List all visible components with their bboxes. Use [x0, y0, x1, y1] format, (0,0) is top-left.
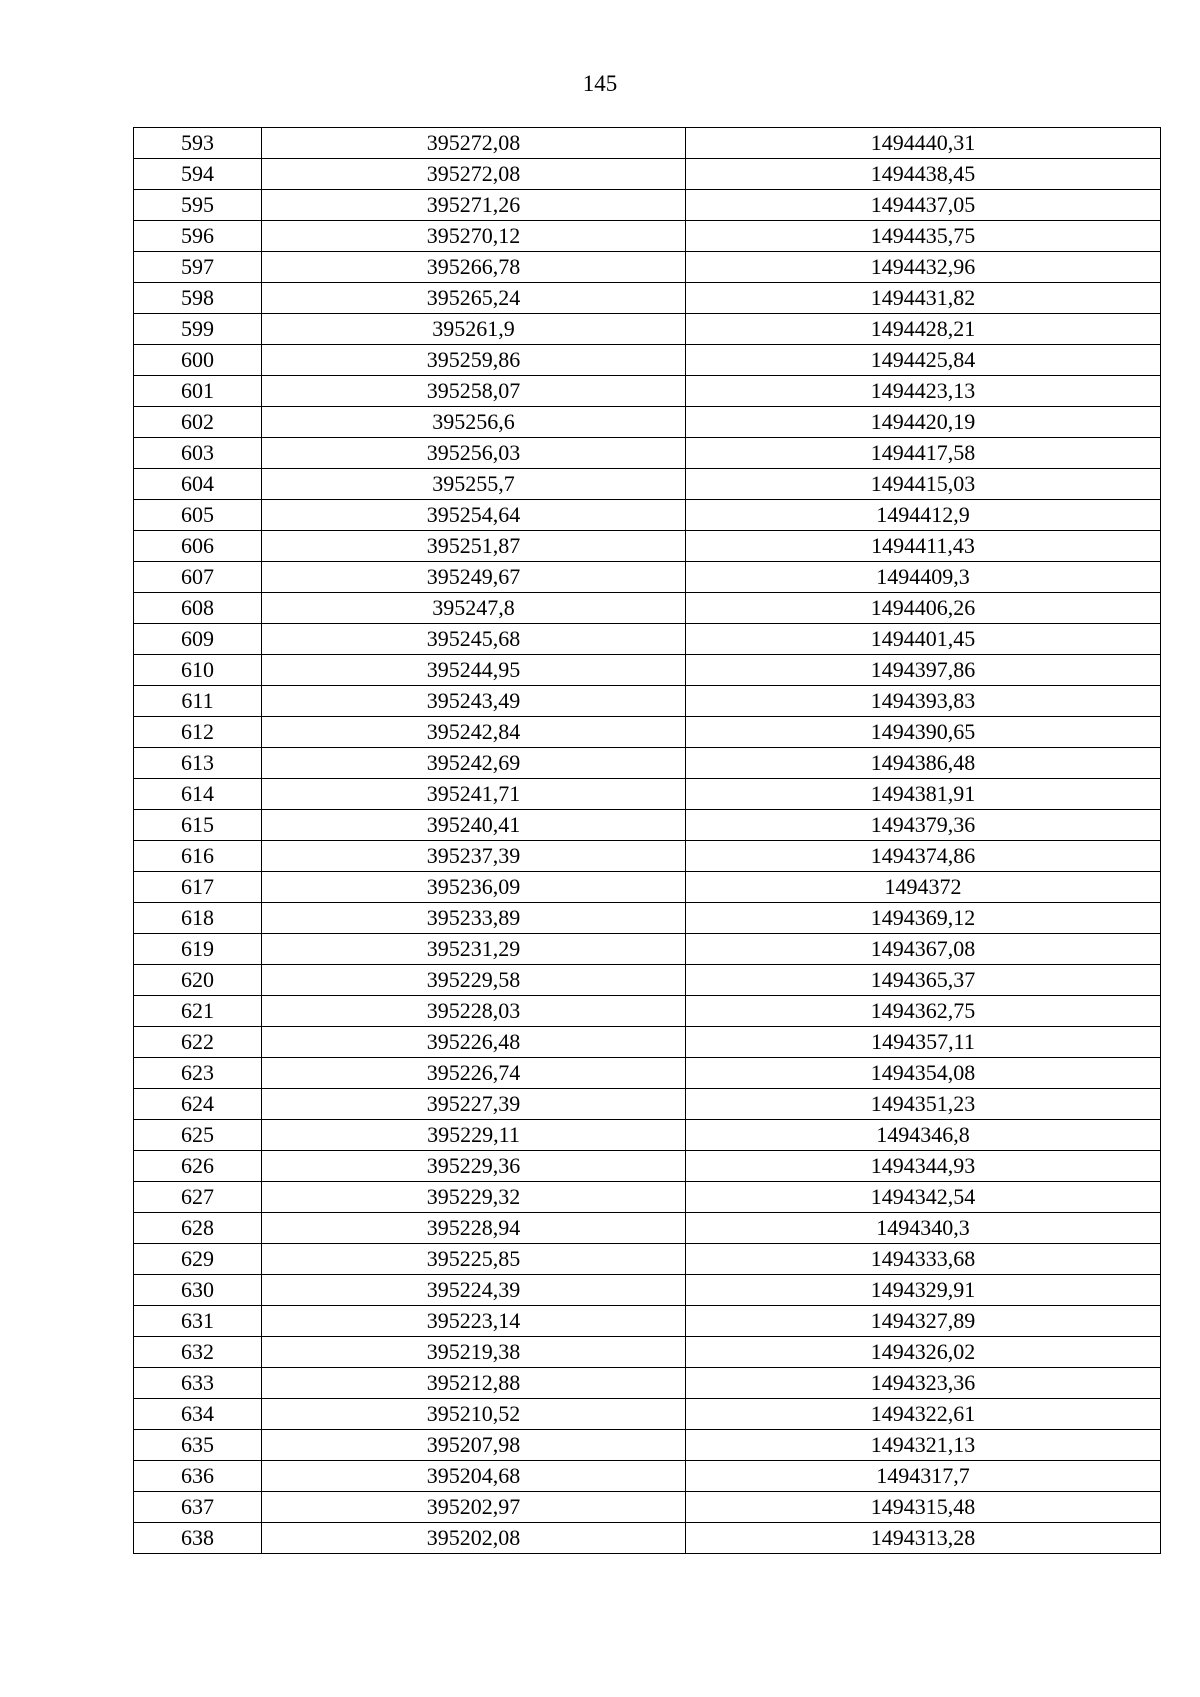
point-number-cell: 620	[134, 965, 262, 996]
table-row	[134, 1213, 1161, 1244]
x-coordinate-cell: 395229,32	[262, 1182, 686, 1213]
x-coordinate-cell: 395233,89	[262, 903, 686, 934]
point-number-cell: 633	[134, 1368, 262, 1399]
point-number-cell: 621	[134, 996, 262, 1027]
x-coordinate-cell: 395272,08	[262, 159, 686, 190]
point-number-cell: 626	[134, 1151, 262, 1182]
x-coordinate-cell: 395202,97	[262, 1492, 686, 1523]
x-coordinate-cell: 395225,85	[262, 1244, 686, 1275]
table-row	[134, 903, 1161, 934]
table-row	[134, 1058, 1161, 1089]
x-coordinate-cell: 395259,86	[262, 345, 686, 376]
point-number-cell: 599	[134, 314, 262, 345]
table-row	[134, 624, 1161, 655]
point-number-cell: 619	[134, 934, 262, 965]
point-number-cell: 634	[134, 1399, 262, 1430]
point-number-cell: 593	[134, 128, 262, 159]
point-number-cell: 627	[134, 1182, 262, 1213]
x-coordinate-cell: 395265,24	[262, 283, 686, 314]
table-row	[134, 159, 1161, 190]
y-coordinate-cell: 1494322,61	[686, 1399, 1161, 1430]
point-number-cell: 610	[134, 655, 262, 686]
x-coordinate-cell: 395229,58	[262, 965, 686, 996]
x-coordinate-cell: 395224,39	[262, 1275, 686, 1306]
point-number-cell: 631	[134, 1306, 262, 1337]
point-number-cell: 597	[134, 252, 262, 283]
table-row	[134, 376, 1161, 407]
point-number-cell: 630	[134, 1275, 262, 1306]
x-coordinate-cell: 395256,6	[262, 407, 686, 438]
y-coordinate-cell: 1494381,91	[686, 779, 1161, 810]
x-coordinate-cell: 395226,74	[262, 1058, 686, 1089]
x-coordinate-cell: 395223,14	[262, 1306, 686, 1337]
table-row	[134, 1306, 1161, 1337]
table-row	[134, 1089, 1161, 1120]
table-row	[134, 934, 1161, 965]
table-row	[134, 748, 1161, 779]
y-coordinate-cell: 1494357,11	[686, 1027, 1161, 1058]
y-coordinate-cell: 1494362,75	[686, 996, 1161, 1027]
x-coordinate-cell: 395258,07	[262, 376, 686, 407]
y-coordinate-cell: 1494333,68	[686, 1244, 1161, 1275]
y-coordinate-cell: 1494393,83	[686, 686, 1161, 717]
table-row	[134, 1337, 1161, 1368]
table-row	[134, 190, 1161, 221]
x-coordinate-cell: 395227,39	[262, 1089, 686, 1120]
x-coordinate-cell: 395210,52	[262, 1399, 686, 1430]
point-number-cell: 604	[134, 469, 262, 500]
y-coordinate-cell: 1494344,93	[686, 1151, 1161, 1182]
y-coordinate-cell: 1494428,21	[686, 314, 1161, 345]
point-number-cell: 638	[134, 1523, 262, 1554]
table-row	[134, 779, 1161, 810]
point-number-cell: 612	[134, 717, 262, 748]
table-row	[134, 1492, 1161, 1523]
x-coordinate-cell: 395244,95	[262, 655, 686, 686]
point-number-cell: 615	[134, 810, 262, 841]
point-number-cell: 629	[134, 1244, 262, 1275]
point-number-cell: 607	[134, 562, 262, 593]
point-number-cell: 613	[134, 748, 262, 779]
x-coordinate-cell: 395207,98	[262, 1430, 686, 1461]
y-coordinate-cell: 1494369,12	[686, 903, 1161, 934]
y-coordinate-cell: 1494390,65	[686, 717, 1161, 748]
x-coordinate-cell: 395229,11	[262, 1120, 686, 1151]
y-coordinate-cell: 1494411,43	[686, 531, 1161, 562]
x-coordinate-cell: 395204,68	[262, 1461, 686, 1492]
point-number-cell: 614	[134, 779, 262, 810]
y-coordinate-cell: 1494386,48	[686, 748, 1161, 779]
point-number-cell: 611	[134, 686, 262, 717]
point-number-cell: 623	[134, 1058, 262, 1089]
point-number-cell: 598	[134, 283, 262, 314]
y-coordinate-cell: 1494351,23	[686, 1089, 1161, 1120]
table-row	[134, 810, 1161, 841]
x-coordinate-cell: 395237,39	[262, 841, 686, 872]
x-coordinate-cell: 395242,84	[262, 717, 686, 748]
y-coordinate-cell: 1494326,02	[686, 1337, 1161, 1368]
y-coordinate-cell: 1494317,7	[686, 1461, 1161, 1492]
x-coordinate-cell: 395271,26	[262, 190, 686, 221]
table-row	[134, 500, 1161, 531]
y-coordinate-cell: 1494346,8	[686, 1120, 1161, 1151]
table-row	[134, 593, 1161, 624]
x-coordinate-cell: 395231,29	[262, 934, 686, 965]
coordinates-table	[133, 127, 1161, 1554]
point-number-cell: 625	[134, 1120, 262, 1151]
x-coordinate-cell: 395212,88	[262, 1368, 686, 1399]
y-coordinate-cell: 1494401,45	[686, 624, 1161, 655]
table-row	[134, 1461, 1161, 1492]
point-number-cell: 605	[134, 500, 262, 531]
table-row	[134, 1151, 1161, 1182]
table-row	[134, 1182, 1161, 1213]
x-coordinate-cell: 395254,64	[262, 500, 686, 531]
coordinates-table-body	[134, 128, 1161, 1554]
point-number-cell: 595	[134, 190, 262, 221]
y-coordinate-cell: 1494329,91	[686, 1275, 1161, 1306]
x-coordinate-cell: 395219,38	[262, 1337, 686, 1368]
y-coordinate-cell: 1494423,13	[686, 376, 1161, 407]
x-coordinate-cell: 395255,7	[262, 469, 686, 500]
table-row	[134, 562, 1161, 593]
point-number-cell: 628	[134, 1213, 262, 1244]
y-coordinate-cell: 1494437,05	[686, 190, 1161, 221]
y-coordinate-cell: 1494425,84	[686, 345, 1161, 376]
point-number-cell: 624	[134, 1089, 262, 1120]
table-row	[134, 996, 1161, 1027]
point-number-cell: 637	[134, 1492, 262, 1523]
y-coordinate-cell: 1494415,03	[686, 469, 1161, 500]
y-coordinate-cell: 1494420,19	[686, 407, 1161, 438]
table-row	[134, 1523, 1161, 1554]
y-coordinate-cell: 1494435,75	[686, 221, 1161, 252]
table-row	[134, 1244, 1161, 1275]
x-coordinate-cell: 395226,48	[262, 1027, 686, 1058]
point-number-cell: 608	[134, 593, 262, 624]
y-coordinate-cell: 1494409,3	[686, 562, 1161, 593]
table-row	[134, 438, 1161, 469]
point-number-cell: 600	[134, 345, 262, 376]
y-coordinate-cell: 1494406,26	[686, 593, 1161, 624]
table-row	[134, 1027, 1161, 1058]
table-row	[134, 1430, 1161, 1461]
y-coordinate-cell: 1494438,45	[686, 159, 1161, 190]
table-row	[134, 872, 1161, 903]
table-row	[134, 655, 1161, 686]
y-coordinate-cell: 1494379,36	[686, 810, 1161, 841]
table-row	[134, 1120, 1161, 1151]
x-coordinate-cell: 395228,03	[262, 996, 686, 1027]
point-number-cell: 594	[134, 159, 262, 190]
y-coordinate-cell: 1494412,9	[686, 500, 1161, 531]
y-coordinate-cell: 1494327,89	[686, 1306, 1161, 1337]
x-coordinate-cell: 395256,03	[262, 438, 686, 469]
y-coordinate-cell: 1494440,31	[686, 128, 1161, 159]
x-coordinate-cell: 395236,09	[262, 872, 686, 903]
x-coordinate-cell: 395229,36	[262, 1151, 686, 1182]
x-coordinate-cell: 395241,71	[262, 779, 686, 810]
point-number-cell: 603	[134, 438, 262, 469]
table-row	[134, 252, 1161, 283]
table-row	[134, 1275, 1161, 1306]
table-row	[134, 407, 1161, 438]
y-coordinate-cell: 1494313,28	[686, 1523, 1161, 1554]
point-number-cell: 609	[134, 624, 262, 655]
point-number-cell: 636	[134, 1461, 262, 1492]
y-coordinate-cell: 1494323,36	[686, 1368, 1161, 1399]
x-coordinate-cell: 395270,12	[262, 221, 686, 252]
x-coordinate-cell: 395202,08	[262, 1523, 686, 1554]
table-row	[134, 841, 1161, 872]
point-number-cell: 606	[134, 531, 262, 562]
y-coordinate-cell: 1494315,48	[686, 1492, 1161, 1523]
point-number-cell: 622	[134, 1027, 262, 1058]
x-coordinate-cell: 395251,87	[262, 531, 686, 562]
table-row	[134, 345, 1161, 376]
table-row	[134, 717, 1161, 748]
table-row	[134, 686, 1161, 717]
x-coordinate-cell: 395266,78	[262, 252, 686, 283]
point-number-cell: 616	[134, 841, 262, 872]
table-row	[134, 1399, 1161, 1430]
x-coordinate-cell: 395240,41	[262, 810, 686, 841]
point-number-cell: 602	[134, 407, 262, 438]
table-row	[134, 469, 1161, 500]
x-coordinate-cell: 395249,67	[262, 562, 686, 593]
y-coordinate-cell: 1494431,82	[686, 283, 1161, 314]
y-coordinate-cell: 1494340,3	[686, 1213, 1161, 1244]
y-coordinate-cell: 1494432,96	[686, 252, 1161, 283]
y-coordinate-cell: 1494374,86	[686, 841, 1161, 872]
y-coordinate-cell: 1494321,13	[686, 1430, 1161, 1461]
y-coordinate-cell: 1494367,08	[686, 934, 1161, 965]
x-coordinate-cell: 395247,8	[262, 593, 686, 624]
y-coordinate-cell: 1494397,86	[686, 655, 1161, 686]
point-number-cell: 596	[134, 221, 262, 252]
table-row	[134, 283, 1161, 314]
table-row	[134, 531, 1161, 562]
table-row	[134, 314, 1161, 345]
point-number-cell: 635	[134, 1430, 262, 1461]
x-coordinate-cell: 395242,69	[262, 748, 686, 779]
page-number: 145	[582, 71, 618, 96]
x-coordinate-cell: 395261,9	[262, 314, 686, 345]
point-number-cell: 618	[134, 903, 262, 934]
y-coordinate-cell: 1494417,58	[686, 438, 1161, 469]
y-coordinate-cell: 1494354,08	[686, 1058, 1161, 1089]
table-row	[134, 1368, 1161, 1399]
y-coordinate-cell: 1494372	[686, 872, 1161, 903]
x-coordinate-cell: 395245,68	[262, 624, 686, 655]
x-coordinate-cell: 395243,49	[262, 686, 686, 717]
x-coordinate-cell: 395228,94	[262, 1213, 686, 1244]
table-row	[134, 965, 1161, 996]
point-number-cell: 632	[134, 1337, 262, 1368]
table-row	[134, 221, 1161, 252]
y-coordinate-cell: 1494365,37	[686, 965, 1161, 996]
table-row	[134, 128, 1161, 159]
point-number-cell: 601	[134, 376, 262, 407]
point-number-cell: 617	[134, 872, 262, 903]
y-coordinate-cell: 1494342,54	[686, 1182, 1161, 1213]
x-coordinate-cell: 395272,08	[262, 128, 686, 159]
